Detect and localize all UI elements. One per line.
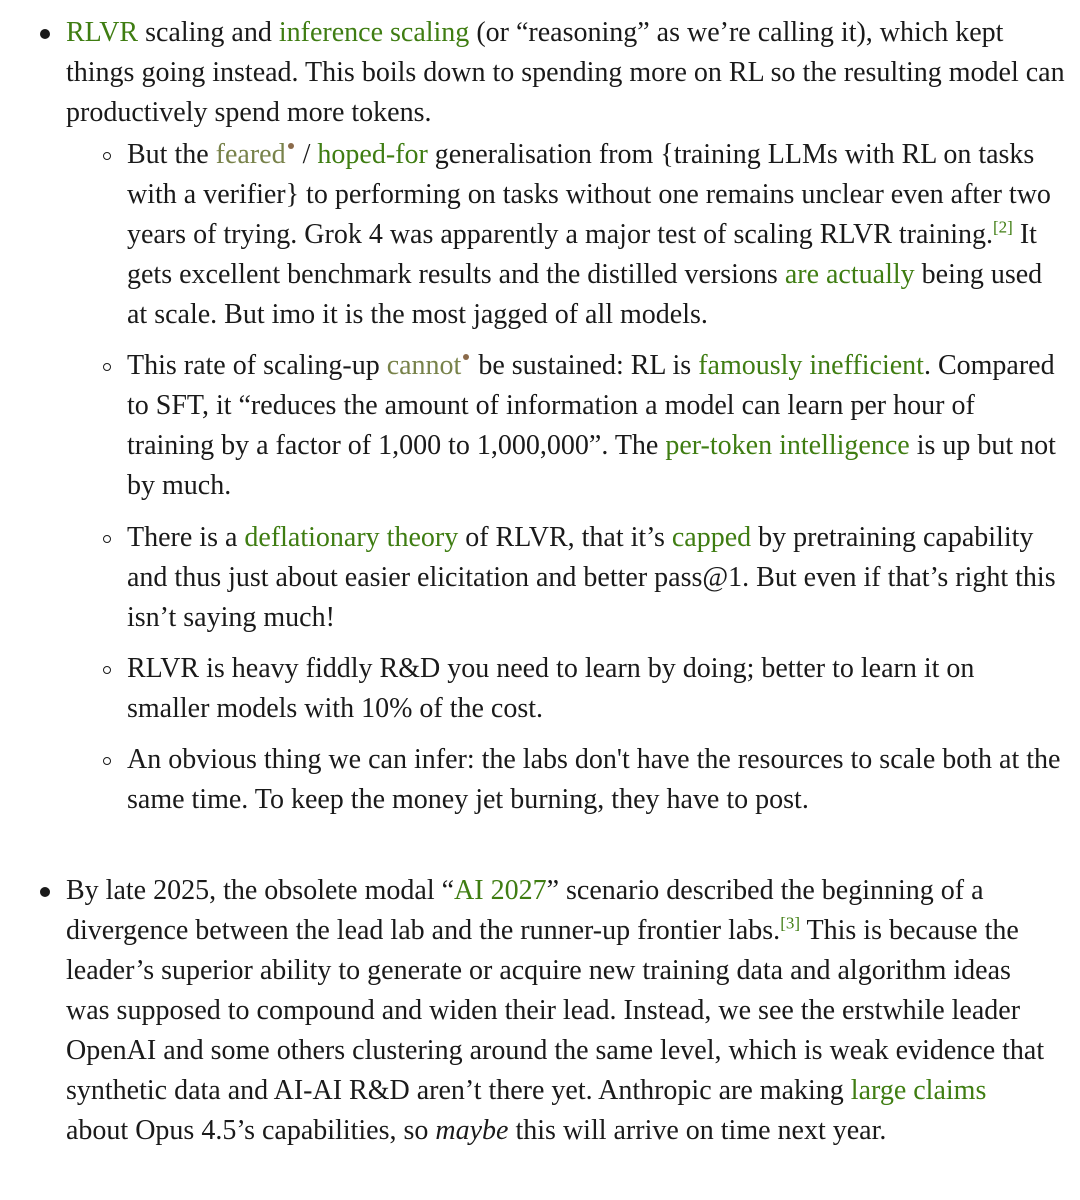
link-are-actually[interactable]: are actually xyxy=(784,259,915,290)
link-feared[interactable]: feared xyxy=(215,139,286,170)
sub-paragraph-obvious xyxy=(127,740,1072,820)
link-per-token-intelligence[interactable]: per-token intelligence xyxy=(665,430,910,461)
text: scaling and xyxy=(138,17,279,48)
text: (or “reasoning” as we’re calling it), which kept things going instead. This boils down to spending more on RL so the resulting model can productively spend more tokens. xyxy=(66,17,1065,128)
text: It gets excellent benchmark results and the distilled versions xyxy=(127,219,1037,290)
text: There is a xyxy=(127,522,245,553)
link-hoped-for[interactable]: hoped-for xyxy=(317,139,428,170)
text: This rate of scaling-up xyxy=(127,350,387,381)
bullet-paragraph-rlvr xyxy=(66,13,1066,133)
sub-bullet-circle xyxy=(103,535,111,543)
text: ” scenario described the beginning of a divergence between the lead lab and the runner-up frontier labs. xyxy=(66,875,984,946)
text: By late 2025, the obsolete modal “ xyxy=(66,875,455,906)
link-large-claims[interactable]: large claims xyxy=(850,1075,987,1106)
emphasis-maybe: maybe xyxy=(435,1115,509,1146)
link-ai-2027[interactable]: AI 2027 xyxy=(454,875,547,906)
text: of RLVR, that it’s xyxy=(458,522,672,553)
bullet-paragraph-ai-2027 xyxy=(66,871,1046,1151)
popup-dot-icon xyxy=(288,143,294,149)
link-capped[interactable]: capped xyxy=(671,522,752,553)
link-rlvr[interactable]: RLVR xyxy=(66,17,139,48)
text: this will arrive on time next year. xyxy=(508,1115,887,1146)
sub-paragraph-fiddly xyxy=(127,649,1027,729)
sub-bullet-circle xyxy=(103,152,111,160)
text: But the xyxy=(127,139,216,170)
popup-dot-icon xyxy=(463,354,469,360)
text: generalisation from {training LLMs with RL on tasks with a verifier} to performing on tasks without one remains unclear even after two years of trying. Grok 4 was apparently a major test of scaling RLVR training. xyxy=(127,139,1051,250)
sub-bullet-circle xyxy=(103,666,111,674)
sub-paragraph-generalisation xyxy=(127,135,1067,335)
link-famously-inefficient[interactable]: famously inefficient xyxy=(698,350,924,381)
text: RLVR is heavy fiddly R&D you need to learn by doing; better to learn it on smaller models with 10% of the cost. xyxy=(127,653,975,724)
bullet-disc xyxy=(40,29,50,39)
link-deflationary-theory[interactable]: deflationary theory xyxy=(244,522,459,553)
sub-paragraph-deflationary xyxy=(127,518,1072,638)
link-cannot[interactable]: cannot xyxy=(386,350,462,381)
text: be sustained: RL is xyxy=(471,350,699,381)
text: by pretraining capability and thus just about easier elicitation and better pass@1. But even if that’s right this isn’t saying much! xyxy=(127,522,1056,633)
text: This is because the leader’s superior ability to generate or acquire new training data and algorithm ideas was supposed to compound and widen their lead. Instead, we see the erstwhile leader OpenAI and some others clustering around the same level, which is weak evidence that synthetic data and AI-AI R&D aren’t there yet. Anthropic are making xyxy=(66,915,1045,1106)
text: / xyxy=(295,139,318,170)
text: about Opus 4.5’s capabilities, so xyxy=(66,1115,436,1146)
text: being used at scale. But imo it is the most jagged of all models. xyxy=(127,259,1043,330)
sub-bullet-circle xyxy=(103,757,111,765)
footnote-3[interactable]: [3] xyxy=(780,913,801,933)
text: . Compared to SFT, it “reduces the amount of information a model can learn per hour of training by a factor of 1,000 to 1,000,000”. The xyxy=(127,350,1055,461)
sub-bullet-circle xyxy=(103,363,111,371)
sub-paragraph-scaling-rate xyxy=(127,346,1067,506)
text: is up but not by much. xyxy=(127,430,1056,501)
footnote-2[interactable]: [2] xyxy=(993,217,1013,237)
link-inference-scaling[interactable]: inference scaling xyxy=(278,17,470,48)
bullet-disc xyxy=(40,887,50,897)
text: An obvious thing we can infer: the labs don't have the resources to scale both at the same time. To keep the money jet burning, they have to post. xyxy=(127,744,1061,815)
